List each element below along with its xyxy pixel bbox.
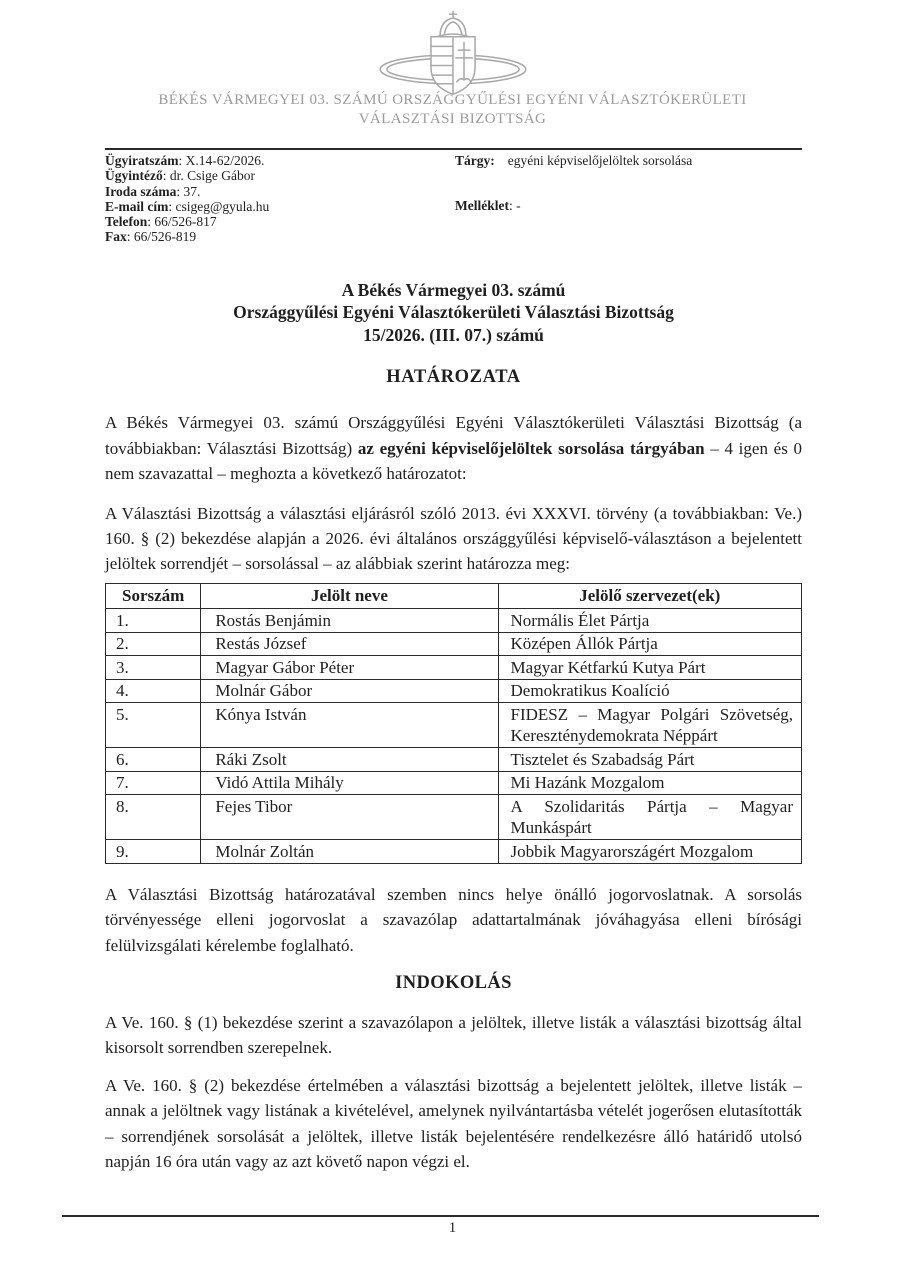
row-number-cell: 8.	[106, 795, 201, 840]
attachment-label: Melléklet	[455, 198, 509, 214]
row-number-cell: 9.	[106, 840, 201, 864]
attachment-value: : -	[508, 198, 521, 214]
row-number-cell: 4.	[106, 679, 201, 703]
table-row	[106, 703, 802, 748]
candidate-name-cell: Molnár Gábor	[201, 679, 498, 703]
candidate-name-cell: Ráki Zsolt	[201, 748, 498, 772]
row-number-cell: 7.	[106, 771, 201, 795]
column-header-candidate: Jelölt neve	[201, 583, 498, 609]
fax-row	[105, 229, 455, 244]
case-number-value: : X.14-62/2026.	[178, 153, 265, 168]
table-row	[106, 632, 802, 656]
fax-label: Fax	[105, 229, 127, 245]
header-divider	[105, 148, 802, 150]
paragraph-decision-intro	[105, 410, 802, 486]
table-row	[106, 771, 802, 795]
nominating-org-cell: Jobbik Magyarországért Mozgalom	[498, 840, 801, 864]
decision-title-line3: 15/2026. (III. 07.) számú	[363, 324, 544, 345]
table-row	[106, 795, 802, 840]
candidate-name-cell: Restás József	[201, 632, 498, 656]
footer-divider	[62, 1215, 819, 1217]
decision-title-line1: A Békés Vármegyei 03. számú	[341, 279, 566, 300]
email-value: : csigeg@gyula.hu	[168, 198, 270, 214]
nominating-org-cell: Középen Állók Pártja	[498, 632, 801, 656]
column-header-organization: Jelölő szervezet(ek)	[498, 583, 801, 609]
row-number-cell: 6.	[106, 748, 201, 772]
paragraph-legal-remedy: A Választási Bizottság határozatával szemben nincs helye önálló jogorvoslatnak. A sorsolás törvényessége elleni jogorvoslat a szavazólap adattartalmának jóváhagyása elleni bírósági felülvizsgálati kérelembe foglalható.	[105, 884, 802, 955]
subject-value: egyéni képviselőjelöltek sorsolása	[507, 153, 693, 168]
paragraph-decision-intro-bold: az egyéni képviselőjelöltek sorsolása tárgyában	[357, 438, 705, 458]
table-row	[106, 748, 802, 772]
case-number-label: Ügyiratszám	[105, 153, 179, 168]
phone-label: Telefon	[105, 214, 148, 230]
nominating-org-cell: Mi Hazánk Mozgalom	[498, 771, 801, 795]
meta-right-column	[455, 153, 802, 245]
table-row	[106, 656, 802, 680]
nominating-org-cell: Tisztelet és Szabadság Párt	[498, 748, 801, 772]
candidates-table	[105, 583, 802, 864]
email-label: E-mail cím	[105, 198, 169, 214]
case-officer-label: Ügyintéző	[105, 168, 163, 184]
committee-name-line1: BÉKÉS VÁRMEGYEI 03. SZÁMÚ ORSZÁGGYŰLÉSI EGYÉNI VÁLASZTÓKERÜLETI	[158, 92, 747, 108]
justification-heading: INDOKOLÁS	[395, 972, 512, 993]
fax-value: : 66/526-819	[126, 229, 197, 245]
candidate-name-cell: Magyar Gábor Péter	[201, 656, 498, 680]
attachment-row	[455, 198, 802, 213]
nominating-org-cell: A Szolidaritás Pártja – Magyar Munkáspárt	[498, 795, 801, 840]
candidate-name-cell: Rostás Benjámin	[201, 609, 498, 633]
row-number-cell: 2.	[106, 632, 201, 656]
meta-block	[105, 153, 802, 245]
decision-heading: HATÁROZATA	[386, 367, 521, 388]
paragraph-ve-160-1: A Ve. 160. § (1) bekezdése szerint a szavazólapon a jelöltek, illetve listák a választási bizottság által kisorsolt sorrendben szerepelnek.	[105, 1012, 802, 1058]
document-content	[105, 148, 802, 1174]
paragraph-ve-160-2: A Ve. 160. § (2) bekezdése értelmében a választási bizottság a bejelentett jelöltek, illetve listák – annak a jelöltnek vagy listának a kivételével, amelynek nyilvántartásba vételét jogerősen elutasították – sorrendjének sorsolását a jelöltek, illetve listák bejelentésére rendelkezésre álló határidő utolsó napján 16 óra után vagy az azt követő napon végzi el.	[105, 1075, 802, 1171]
row-number-cell: 1.	[106, 609, 201, 633]
office-number-value: : 37.	[176, 183, 201, 199]
decision-title-line2: Országgyűlési Egyéni Választókerületi Választási Bizottság	[233, 302, 674, 323]
case-officer-value: : dr. Csige Gábor	[162, 168, 255, 184]
office-number-label: Iroda száma	[105, 183, 177, 199]
column-header-serial: Sorszám	[106, 583, 201, 609]
candidate-name-cell: Fejes Tibor	[201, 795, 498, 840]
candidate-name-cell: Kónya István	[201, 703, 498, 748]
paragraph-decision-intro-post: – 4 igen és 0 nem szavazattal – meghozta a következő határozatot:	[105, 438, 803, 484]
office-number-row	[105, 184, 455, 199]
paragraph-decision-intro-pre: A Békés Vármegyei 03. számú Országgyűlési Egyéni Választókerületi Választási Bizottság (a továbbiakban: Választási Bizottság)	[105, 413, 802, 458]
email-row	[105, 199, 455, 214]
candidate-name-cell: Vidó Attila Mihály	[201, 771, 498, 795]
phone-row	[105, 214, 455, 229]
nominating-org-cell: Magyar Kétfarkú Kutya Párt	[498, 656, 801, 680]
page-number: 1	[448, 1220, 457, 1236]
committee-name-header	[0, 91, 905, 129]
table-row	[106, 840, 802, 864]
row-number-cell: 3.	[106, 656, 201, 680]
table-header-row	[106, 583, 802, 609]
nominating-org-cell: FIDESZ – Magyar Polgári Szövetség, Kereszténydemokrata Néppárt	[498, 703, 801, 748]
case-number-row	[105, 153, 455, 168]
nominating-org-cell: Normális Élet Pártja	[498, 609, 801, 633]
table-row	[106, 679, 802, 703]
subject-label: Tárgy:	[455, 153, 495, 168]
row-number-cell: 5.	[106, 703, 201, 748]
phone-value: : 66/526-817	[147, 214, 217, 230]
candidate-name-cell: Molnár Zoltán	[201, 840, 498, 864]
nominating-org-cell: Demokratikus Koalíció	[498, 679, 801, 703]
committee-name-line2: VÁLASZTÁSI BIZOTTSÁG	[358, 111, 547, 127]
subject-row	[455, 153, 802, 168]
paragraph-legal-basis: A Választási Bizottság a választási eljárásról szóló 2013. évi XXXVI. törvény (a továbbiakban: Ve.) 160. § (2) bekezdése alapján a 2026. évi általános országgyűlési képviselő-választáson a bejelentett jelöltek sorrendjét – sorsolással – az alábbiak szerint határozza meg:	[105, 503, 802, 574]
meta-left-column	[105, 153, 455, 245]
decision-title	[105, 279, 802, 347]
case-officer-row	[105, 168, 455, 183]
table-row	[106, 609, 802, 633]
